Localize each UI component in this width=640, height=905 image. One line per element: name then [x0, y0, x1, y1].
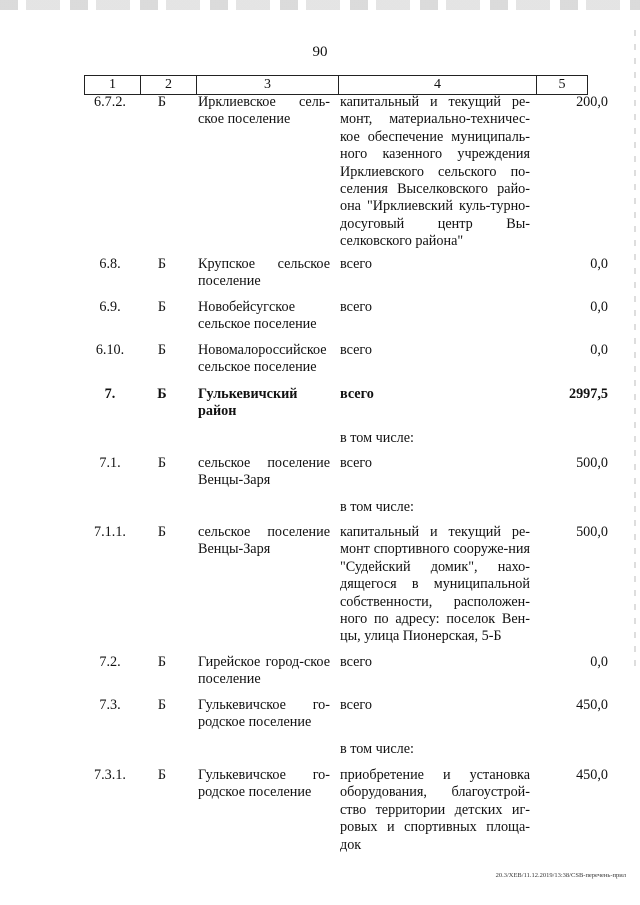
row-amount: 0,0 — [590, 299, 608, 315]
row-budget-code: Б — [157, 524, 167, 540]
row-number: 7.3.1. — [94, 767, 126, 783]
row-number: 7.1.1. — [94, 524, 126, 540]
scan-artifact-right — [634, 30, 636, 670]
row-budget-code: Б — [157, 767, 167, 783]
in-that-number-note: в том числе: — [340, 741, 414, 757]
in-that-number-note: в том числе: — [340, 499, 414, 515]
page-number: 90 — [312, 44, 328, 60]
row-recipient: сельское поселение Венцы-Заря — [198, 524, 330, 558]
row-amount: 500,0 — [576, 455, 608, 471]
row-number: 6.7.2. — [94, 94, 126, 110]
header-col-4: 4 — [338, 76, 536, 94]
row-amount: 450,0 — [576, 697, 608, 713]
row-budget-code: Б — [157, 299, 167, 315]
row-purpose: всего — [340, 697, 372, 713]
row-recipient: Гулькевичское го-родское поселение — [198, 697, 330, 731]
row-amount: 0,0 — [590, 256, 608, 272]
row-budget-code: Б — [157, 342, 167, 358]
row-budget-code: Б — [157, 256, 167, 272]
row-recipient: Ирклиевское сель-ское поселение — [198, 94, 330, 128]
document-footer-code: 20.3/XEB/11.12.2019/13:38/CSB-перечень-прил — [495, 872, 626, 879]
in-that-number-note: в том числе: — [340, 430, 414, 446]
row-purpose: всего — [340, 256, 372, 272]
row-budget-code: Б — [157, 697, 167, 713]
header-col-5: 5 — [536, 76, 588, 94]
row-recipient: Гирейское город-ское поселение — [198, 654, 330, 688]
row-purpose: всего — [340, 386, 374, 402]
row-purpose: всего — [340, 654, 372, 670]
row-amount: 0,0 — [590, 654, 608, 670]
scan-artifact-top — [0, 0, 640, 10]
row-recipient: Гулькевичское го-родское поселение — [198, 767, 330, 801]
header-col-3: 3 — [196, 76, 338, 94]
header-col-1: 1 — [84, 76, 140, 94]
row-recipient: Новобейсугское сельское поселение — [198, 299, 317, 333]
row-number: 6.9. — [99, 299, 121, 315]
row-amount: 200,0 — [576, 94, 608, 110]
row-number: 6.8. — [99, 256, 121, 272]
row-amount: 500,0 — [576, 524, 608, 540]
row-number: 7.1. — [99, 455, 121, 471]
row-purpose: приобретение и установка оборудования, благоустрой-ство территории детских иг-ровых и спортивных площа-док — [340, 767, 530, 853]
table-header — [84, 75, 588, 95]
row-purpose: капитальный и текущий ре-монт, материально-техничес-кое обеспечение муниципаль-ного казенного учреждения Ирклиевского сельского по-селения Выселковского райо-она "Ирклиевский куль-турно-досуговый центр Вы-селковского района" — [340, 94, 530, 250]
row-recipient: Крупское сельское поселение — [198, 256, 330, 290]
row-purpose: всего — [340, 342, 372, 358]
row-amount: 450,0 — [576, 767, 608, 783]
row-number: 6.10. — [95, 342, 125, 358]
row-recipient: Гулькевичский район — [198, 386, 298, 420]
row-purpose: капитальный и текущий ре-монт спортивного сооруже-ния "Судейский домик", нахо-дящегося в муниципальной собственности, расположен-ного по адресу: поселок Вен-цы, улица Пионерская, 5-Б — [340, 524, 530, 645]
row-budget-code: Б — [157, 386, 167, 402]
row-budget-code: Б — [157, 654, 167, 670]
row-amount: 2997,5 — [568, 386, 608, 402]
row-purpose: всего — [340, 455, 372, 471]
row-number: 7.3. — [99, 697, 121, 713]
row-number: 7. — [104, 386, 116, 402]
row-budget-code: Б — [157, 455, 167, 471]
row-recipient: Новомалороссийское сельское поселение — [198, 342, 327, 376]
row-budget-code: Б — [157, 94, 167, 110]
row-number: 7.2. — [99, 654, 121, 670]
row-purpose: всего — [340, 299, 372, 315]
row-amount: 0,0 — [590, 342, 608, 358]
row-recipient: сельское поселение Венцы-Заря — [198, 455, 330, 489]
header-col-2: 2 — [140, 76, 196, 94]
